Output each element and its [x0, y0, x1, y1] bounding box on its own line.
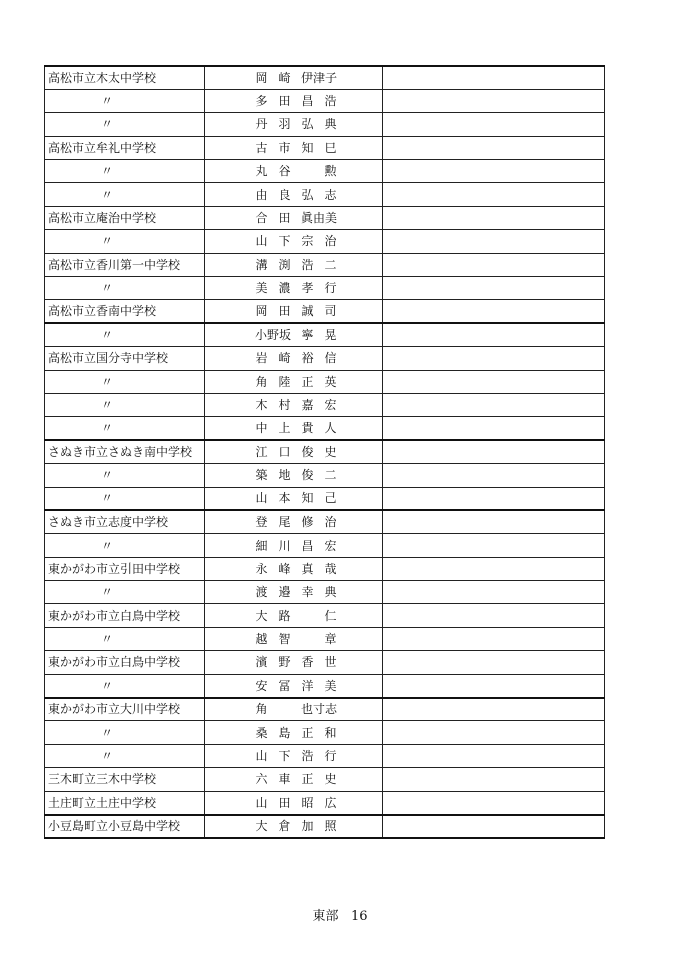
- name-part: 安: [255, 678, 268, 693]
- school-cell: 〃: [45, 370, 205, 393]
- school-cell: 高松市立庵治中学校: [45, 206, 205, 229]
- teacher-name: [250, 703, 342, 715]
- name-part: 丹: [255, 117, 268, 132]
- name-cell: [205, 534, 383, 557]
- name-part: 良: [278, 187, 291, 202]
- table-row: [45, 89, 605, 112]
- school-cell: 土庄町立土庄中学校: [45, 791, 205, 814]
- name-part: 路: [278, 608, 291, 623]
- school-cell: 〃: [45, 627, 205, 650]
- name-part: 智: [278, 632, 291, 647]
- name-part: 口: [278, 445, 291, 460]
- name-part: 眞由美: [300, 211, 337, 226]
- table-row: [45, 440, 605, 463]
- name-part: 川: [278, 538, 291, 553]
- remarks-cell: [383, 136, 605, 159]
- teacher-name: [250, 329, 342, 341]
- name-part: 知: [301, 140, 314, 155]
- name-part: 志: [324, 187, 337, 202]
- name-cell: [205, 323, 383, 346]
- remarks-cell: [383, 510, 605, 533]
- name-part: 山: [255, 795, 268, 810]
- name-part: 行: [324, 749, 337, 764]
- teacher-name: [250, 72, 342, 84]
- teacher-name: [250, 212, 342, 224]
- school-cell: 〃: [45, 277, 205, 300]
- remarks-cell: [383, 370, 605, 393]
- school-cell: 三木町立三木中学校: [45, 768, 205, 791]
- remarks-cell: [383, 674, 605, 697]
- name-part: 岩: [255, 351, 268, 366]
- school-cell: 〃: [45, 464, 205, 487]
- name-part: 江: [255, 445, 268, 460]
- remarks-cell: [383, 323, 605, 346]
- footer-page-number: 16: [350, 909, 368, 924]
- table-row: [45, 791, 605, 814]
- table-row: [45, 183, 605, 206]
- name-part: 谷: [278, 164, 291, 179]
- remarks-cell: [383, 440, 605, 463]
- school-cell: 〃: [45, 487, 205, 510]
- school-cell: 〃: [45, 417, 205, 440]
- name-part: 和: [324, 725, 337, 740]
- school-cell: 東かがわ市立大川中学校: [45, 698, 205, 721]
- name-part: 倉: [278, 819, 291, 834]
- name-part: 小野坂: [254, 328, 291, 343]
- table-row: [45, 230, 605, 253]
- name-part: 昌: [301, 538, 314, 553]
- name-cell: [205, 277, 383, 300]
- table-row: [45, 768, 605, 791]
- name-part: 治: [324, 234, 337, 249]
- name-cell: [205, 510, 383, 533]
- school-cell: 〃: [45, 534, 205, 557]
- school-cell: 〃: [45, 113, 205, 136]
- table-row: [45, 417, 605, 440]
- name-part: 崎: [278, 70, 291, 85]
- name-cell: [205, 206, 383, 229]
- school-cell: 東かがわ市立白鳥中学校: [45, 604, 205, 627]
- teacher-name: [250, 563, 342, 575]
- table-row: [45, 300, 605, 323]
- name-cell: [205, 160, 383, 183]
- name-part: 上: [278, 421, 291, 436]
- name-part: 也寸志: [300, 702, 337, 717]
- table-row: [45, 744, 605, 767]
- table-row: [45, 66, 605, 89]
- teacher-name: [250, 352, 342, 364]
- teacher-name: [250, 633, 342, 645]
- name-part: 下: [278, 749, 291, 764]
- teacher-name: [250, 516, 342, 528]
- name-part: 古: [255, 140, 268, 155]
- table-row: [45, 487, 605, 510]
- table-row: [45, 581, 605, 604]
- school-cell: 小豆島町立小豆島中学校: [45, 815, 205, 838]
- name-part: 冨: [278, 678, 291, 693]
- name-cell: [205, 183, 383, 206]
- name-part: 典: [324, 585, 337, 600]
- name-part: [296, 610, 319, 622]
- school-cell: さぬき市立志度中学校: [45, 510, 205, 533]
- school-cell: 〃: [45, 393, 205, 416]
- table-row: [45, 206, 605, 229]
- remarks-cell: [383, 815, 605, 838]
- name-part: 幸: [301, 585, 314, 600]
- roster-table: [44, 65, 605, 839]
- name-part: 陸: [278, 374, 291, 389]
- page-footer: [0, 905, 680, 924]
- name-part: 嘉: [301, 398, 314, 413]
- teacher-name: [250, 586, 342, 598]
- school-cell: 高松市立木太中学校: [45, 66, 205, 89]
- school-cell: 〃: [45, 744, 205, 767]
- teacher-name: [250, 282, 342, 294]
- teacher-name: [250, 492, 342, 504]
- name-part: 本: [278, 491, 291, 506]
- remarks-cell: [383, 487, 605, 510]
- table-row: [45, 253, 605, 276]
- name-part: 田: [278, 211, 291, 226]
- school-cell: さぬき市立さぬき南中学校: [45, 440, 205, 463]
- school-cell: 〃: [45, 89, 205, 112]
- table-row: [45, 510, 605, 533]
- name-part: 山: [255, 234, 268, 249]
- name-cell: [205, 557, 383, 580]
- teacher-name: [250, 165, 342, 177]
- name-part: 照: [324, 819, 337, 834]
- remarks-cell: [383, 253, 605, 276]
- name-part: 真: [301, 561, 314, 576]
- table-row: [45, 627, 605, 650]
- remarks-cell: [383, 464, 605, 487]
- name-part: 人: [324, 421, 337, 436]
- name-part: 浩: [301, 257, 314, 272]
- name-part: 角: [255, 702, 268, 717]
- remarks-cell: [383, 230, 605, 253]
- name-part: 越: [255, 632, 268, 647]
- name-part: 勲: [324, 164, 337, 179]
- name-cell: [205, 89, 383, 112]
- teacher-name: [250, 399, 342, 411]
- name-part: 正: [301, 374, 314, 389]
- name-part: 信: [324, 351, 337, 366]
- name-part: 広: [324, 795, 337, 810]
- name-part: 車: [278, 772, 291, 787]
- name-cell: [205, 815, 383, 838]
- name-cell: [205, 768, 383, 791]
- remarks-cell: [383, 604, 605, 627]
- school-cell: 高松市立香川第一中学校: [45, 253, 205, 276]
- name-part: 田: [278, 304, 291, 319]
- school-cell: 〃: [45, 323, 205, 346]
- name-part: 寧: [301, 328, 314, 343]
- name-cell: [205, 487, 383, 510]
- name-cell: [205, 581, 383, 604]
- teacher-name: [250, 376, 342, 388]
- name-part: 俊: [301, 445, 314, 460]
- name-part: 地: [278, 468, 291, 483]
- table-row: [45, 277, 605, 300]
- name-part: 章: [324, 632, 337, 647]
- table-row: [45, 534, 605, 557]
- remarks-cell: [383, 651, 605, 674]
- name-part: 岡: [255, 70, 268, 85]
- footer-region: 東部: [312, 909, 339, 924]
- teacher-name: [250, 142, 342, 154]
- table-row: [45, 464, 605, 487]
- school-cell: 〃: [45, 674, 205, 697]
- name-part: 孝: [301, 281, 314, 296]
- table-row: [45, 674, 605, 697]
- remarks-cell: [383, 89, 605, 112]
- name-part: 昭: [301, 795, 314, 810]
- school-cell: 高松市立国分寺中学校: [45, 347, 205, 370]
- name-part: 修: [301, 515, 314, 530]
- teacher-name: [250, 820, 342, 832]
- name-part: 角: [255, 374, 268, 389]
- remarks-cell: [383, 277, 605, 300]
- name-part: 渕: [278, 257, 291, 272]
- remarks-cell: [383, 534, 605, 557]
- name-part: 大: [255, 819, 268, 834]
- school-cell: 〃: [45, 230, 205, 253]
- name-cell: [205, 440, 383, 463]
- name-part: 羽: [278, 117, 291, 132]
- table-row: [45, 370, 605, 393]
- name-part: 濃: [278, 281, 291, 296]
- name-part: 治: [324, 515, 337, 530]
- name-part: 宗: [301, 234, 314, 249]
- table-row: [45, 815, 605, 838]
- name-part: 崎: [278, 351, 291, 366]
- name-part: 溝: [255, 257, 268, 272]
- name-part: 木: [255, 398, 268, 413]
- remarks-cell: [383, 721, 605, 744]
- name-part: 六: [255, 772, 268, 787]
- remarks-cell: [383, 744, 605, 767]
- name-part: [296, 165, 319, 177]
- teacher-name: [250, 610, 342, 622]
- teacher-name: [250, 469, 342, 481]
- teacher-name: [250, 773, 342, 785]
- teacher-name: [250, 305, 342, 317]
- school-cell: 東かがわ市立白鳥中学校: [45, 651, 205, 674]
- name-part: 桑: [255, 725, 268, 740]
- name-part: 英: [324, 374, 337, 389]
- teacher-name: [250, 680, 342, 692]
- name-part: [273, 703, 296, 715]
- name-part: 世: [324, 655, 337, 670]
- table-row: [45, 698, 605, 721]
- name-cell: [205, 791, 383, 814]
- name-cell: [205, 393, 383, 416]
- remarks-cell: [383, 206, 605, 229]
- name-cell: [205, 674, 383, 697]
- name-part: 加: [301, 819, 314, 834]
- name-cell: [205, 113, 383, 136]
- name-part: 伊津子: [300, 70, 337, 85]
- name-part: 村: [278, 398, 291, 413]
- roster-body: [45, 66, 605, 838]
- name-part: 田: [278, 795, 291, 810]
- remarks-cell: [383, 300, 605, 323]
- name-part: 弘: [301, 117, 314, 132]
- remarks-cell: [383, 417, 605, 440]
- name-part: 邉: [278, 585, 291, 600]
- name-part: 宏: [324, 398, 337, 413]
- name-part: 浩: [324, 94, 337, 109]
- name-part: 濱: [255, 655, 268, 670]
- teacher-name: [250, 259, 342, 271]
- teacher-name: [250, 118, 342, 130]
- school-cell: 〃: [45, 721, 205, 744]
- name-part: 丸: [255, 164, 268, 179]
- remarks-cell: [383, 347, 605, 370]
- name-part: 中: [255, 421, 268, 436]
- name-cell: [205, 464, 383, 487]
- teacher-name: [250, 235, 342, 247]
- school-cell: 高松市立香南中学校: [45, 300, 205, 323]
- name-cell: [205, 721, 383, 744]
- remarks-cell: [383, 160, 605, 183]
- name-part: 市: [278, 140, 291, 155]
- name-part: 二: [324, 257, 337, 272]
- name-part: 永: [255, 561, 268, 576]
- school-cell: 〃: [45, 183, 205, 206]
- name-part: 大: [255, 608, 268, 623]
- name-cell: [205, 744, 383, 767]
- name-part: 下: [278, 234, 291, 249]
- name-part: 史: [324, 772, 337, 787]
- name-part: 美: [255, 281, 268, 296]
- teacher-name: [250, 750, 342, 762]
- school-cell: 高松市立牟礼中学校: [45, 136, 205, 159]
- teacher-name: [250, 656, 342, 668]
- table-row: [45, 557, 605, 580]
- table-row: [45, 347, 605, 370]
- name-cell: [205, 698, 383, 721]
- name-part: 俊: [301, 468, 314, 483]
- remarks-cell: [383, 557, 605, 580]
- remarks-cell: [383, 627, 605, 650]
- name-part: 己: [324, 491, 337, 506]
- name-part: 岡: [255, 304, 268, 319]
- remarks-cell: [383, 768, 605, 791]
- table-row: [45, 651, 605, 674]
- name-part: 行: [324, 281, 337, 296]
- teacher-name: [250, 446, 342, 458]
- name-part: 典: [324, 117, 337, 132]
- name-cell: [205, 417, 383, 440]
- teacher-name: [250, 189, 342, 201]
- table-row: [45, 113, 605, 136]
- remarks-cell: [383, 791, 605, 814]
- remarks-cell: [383, 581, 605, 604]
- remarks-cell: [383, 698, 605, 721]
- name-cell: [205, 253, 383, 276]
- name-part: 貴: [301, 421, 314, 436]
- school-cell: 東かがわ市立引田中学校: [45, 557, 205, 580]
- name-part: 正: [301, 772, 314, 787]
- name-part: 昌: [301, 94, 314, 109]
- remarks-cell: [383, 66, 605, 89]
- name-part: 峰: [278, 561, 291, 576]
- table-row: [45, 604, 605, 627]
- table-row: [45, 323, 605, 346]
- name-part: 司: [324, 304, 337, 319]
- name-cell: [205, 627, 383, 650]
- teacher-name: [250, 797, 342, 809]
- name-part: 誠: [301, 304, 314, 319]
- name-part: 野: [278, 655, 291, 670]
- name-part: 山: [255, 491, 268, 506]
- name-part: 合: [255, 211, 268, 226]
- name-part: 二: [324, 468, 337, 483]
- name-part: 弘: [301, 187, 314, 202]
- name-part: 仁: [324, 608, 337, 623]
- name-part: 晃: [324, 328, 337, 343]
- name-cell: [205, 651, 383, 674]
- name-part: 細: [255, 538, 268, 553]
- name-cell: [205, 136, 383, 159]
- table-row: [45, 721, 605, 744]
- teacher-name: [250, 95, 342, 107]
- name-part: 由: [255, 187, 268, 202]
- name-part: 哉: [324, 561, 337, 576]
- table-row: [45, 160, 605, 183]
- name-cell: [205, 300, 383, 323]
- school-cell: 〃: [45, 160, 205, 183]
- table-row: [45, 136, 605, 159]
- table-row: [45, 393, 605, 416]
- name-cell: [205, 347, 383, 370]
- name-part: 史: [324, 445, 337, 460]
- name-cell: [205, 604, 383, 627]
- name-part: 多: [255, 94, 268, 109]
- name-part: 田: [278, 94, 291, 109]
- name-part: 美: [324, 678, 337, 693]
- name-part: 正: [301, 725, 314, 740]
- name-cell: [205, 230, 383, 253]
- name-part: 知: [301, 491, 314, 506]
- teacher-name: [250, 727, 342, 739]
- name-part: 山: [255, 749, 268, 764]
- remarks-cell: [383, 113, 605, 136]
- name-part: 洋: [301, 678, 314, 693]
- school-cell: 〃: [45, 581, 205, 604]
- name-part: 宏: [324, 538, 337, 553]
- name-part: 浩: [301, 749, 314, 764]
- name-part: 登: [255, 515, 268, 530]
- name-part: 裕: [301, 351, 314, 366]
- name-part: 築: [255, 468, 268, 483]
- teacher-name: [250, 422, 342, 434]
- name-part: 香: [301, 655, 314, 670]
- name-part: [296, 633, 319, 645]
- name-part: 島: [278, 725, 291, 740]
- name-part: 巳: [324, 140, 337, 155]
- name-part: 渡: [255, 585, 268, 600]
- name-cell: [205, 66, 383, 89]
- name-cell: [205, 370, 383, 393]
- teacher-name: [250, 540, 342, 552]
- remarks-cell: [383, 393, 605, 416]
- remarks-cell: [383, 183, 605, 206]
- name-part: 尾: [278, 515, 291, 530]
